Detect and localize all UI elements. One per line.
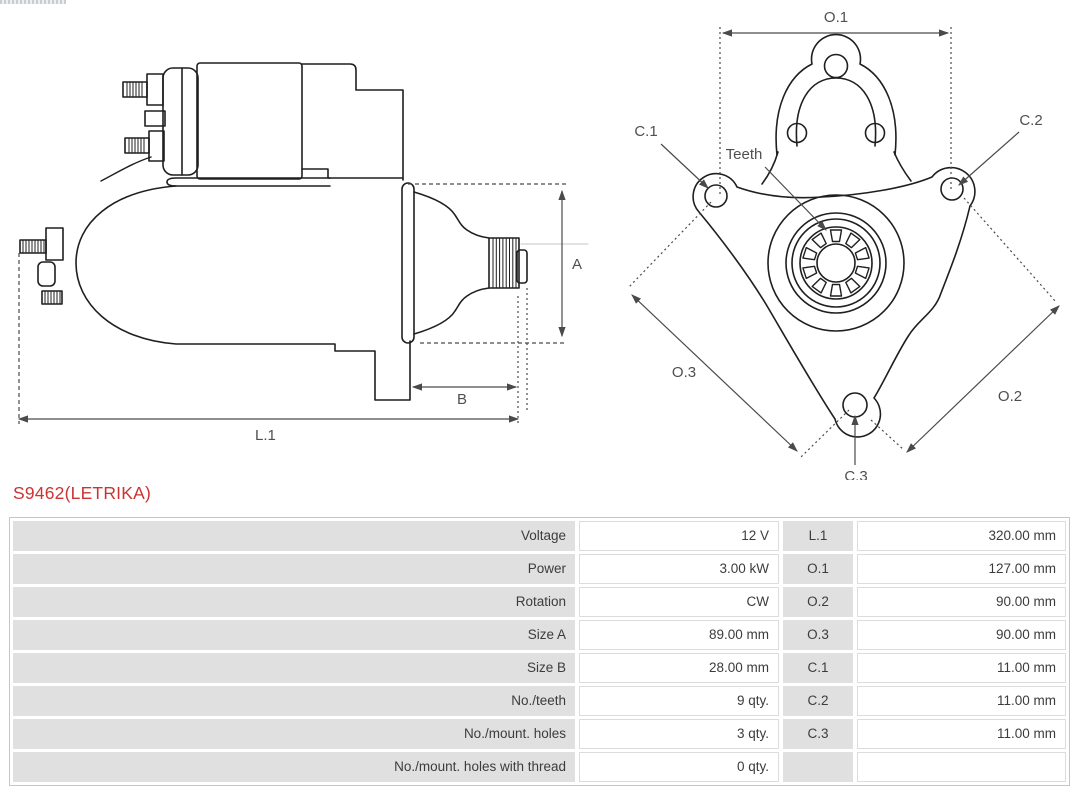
dim-label-o2: O.2 (997, 388, 1023, 405)
dim-value: 11.00 mm (857, 653, 1066, 683)
dim-key: C.3 (783, 719, 853, 749)
drive-bell-top (414, 192, 489, 238)
spec-value: CW (579, 587, 779, 617)
dim-key: C.2 (783, 686, 853, 716)
dim-label-a: A (572, 256, 583, 273)
dim-key: O.2 (783, 587, 853, 617)
bell-arch (762, 35, 911, 184)
spec-label: No./mount. holes with thread (13, 752, 575, 782)
mount-hole-c3 (843, 393, 867, 417)
spec-table (9, 517, 1070, 786)
spec-label: No./teeth (13, 686, 575, 716)
spec-value: 9 qty. (579, 686, 779, 716)
spec-value: 3 qty. (579, 719, 779, 749)
dim-label-o1: O.1 (823, 9, 849, 26)
spec-label: Voltage (13, 521, 575, 551)
spec-value: 3.00 kW (579, 554, 779, 584)
table-row (13, 554, 1066, 584)
dim-value: 320.00 mm (857, 521, 1066, 551)
spec-label: Size A (13, 620, 575, 650)
dim-key: O.1 (783, 554, 853, 584)
drive-bell-bottom (414, 288, 489, 334)
dim-label-teeth: Teeth (725, 146, 763, 163)
terminal-stud-lower (125, 131, 164, 161)
table-row (13, 587, 1066, 617)
dim-value (857, 752, 1066, 782)
dim-label-c3: C.3 (844, 468, 868, 480)
spec-value: 0 qty. (579, 752, 779, 782)
mounting-flange-edge (402, 183, 414, 343)
dim-label-o3: O.3 (671, 364, 697, 381)
solenoid-tab (145, 111, 165, 126)
dim-key: C.1 (783, 653, 853, 683)
pinion-gear (489, 238, 527, 288)
mount-hole-c1 (705, 185, 727, 207)
dim-value: 11.00 mm (857, 719, 1066, 749)
solenoid-body (197, 63, 302, 179)
product-title: S9462(LETRIKA) (13, 483, 151, 503)
spec-label: Power (13, 554, 575, 584)
table-row (13, 653, 1066, 683)
spec-label: Size B (13, 653, 575, 683)
dim-line-o3 (632, 295, 797, 451)
dim-label-c2: C.2 (1019, 112, 1043, 129)
top-boss-hole (825, 55, 848, 78)
starter-side-view (20, 63, 588, 400)
side-view-dimensions (19, 184, 566, 424)
terminal-stud-upper (123, 74, 163, 105)
dim-key (783, 752, 853, 782)
spec-value: 89.00 mm (579, 620, 779, 650)
table-row (13, 521, 1066, 551)
motor-body (76, 186, 410, 400)
dim-key: O.3 (783, 620, 853, 650)
table-row (13, 752, 1066, 782)
spec-label: Rotation (13, 587, 575, 617)
table-row (13, 719, 1066, 749)
dim-label-l1: L.1 (255, 427, 276, 444)
spec-label: No./mount. holes (13, 719, 575, 749)
dim-value: 90.00 mm (857, 587, 1066, 617)
dim-value: 127.00 mm (857, 554, 1066, 584)
spec-value: 28.00 mm (579, 653, 779, 683)
rear-studs (20, 228, 63, 304)
gear-teeth (803, 230, 869, 296)
starter-front-view (693, 35, 975, 437)
leader-c1 (661, 144, 708, 188)
table-row (13, 686, 1066, 716)
housing-bracket (302, 64, 403, 180)
terminal-wire (101, 157, 151, 181)
leader-c2 (959, 132, 1019, 185)
dim-value: 90.00 mm (857, 620, 1066, 650)
dim-value: 11.00 mm (857, 686, 1066, 716)
mounting-flange-outline (693, 168, 975, 437)
spec-value: 12 V (579, 521, 779, 551)
table-row (13, 620, 1066, 650)
dim-label-b: B (457, 391, 468, 408)
shaft-bore (817, 244, 855, 282)
mount-hole-c2 (941, 178, 963, 200)
dim-key: L.1 (783, 521, 853, 551)
solenoid-cap (163, 68, 198, 175)
dim-line-o2 (907, 306, 1059, 452)
dim-label-c1: C.1 (634, 123, 658, 140)
